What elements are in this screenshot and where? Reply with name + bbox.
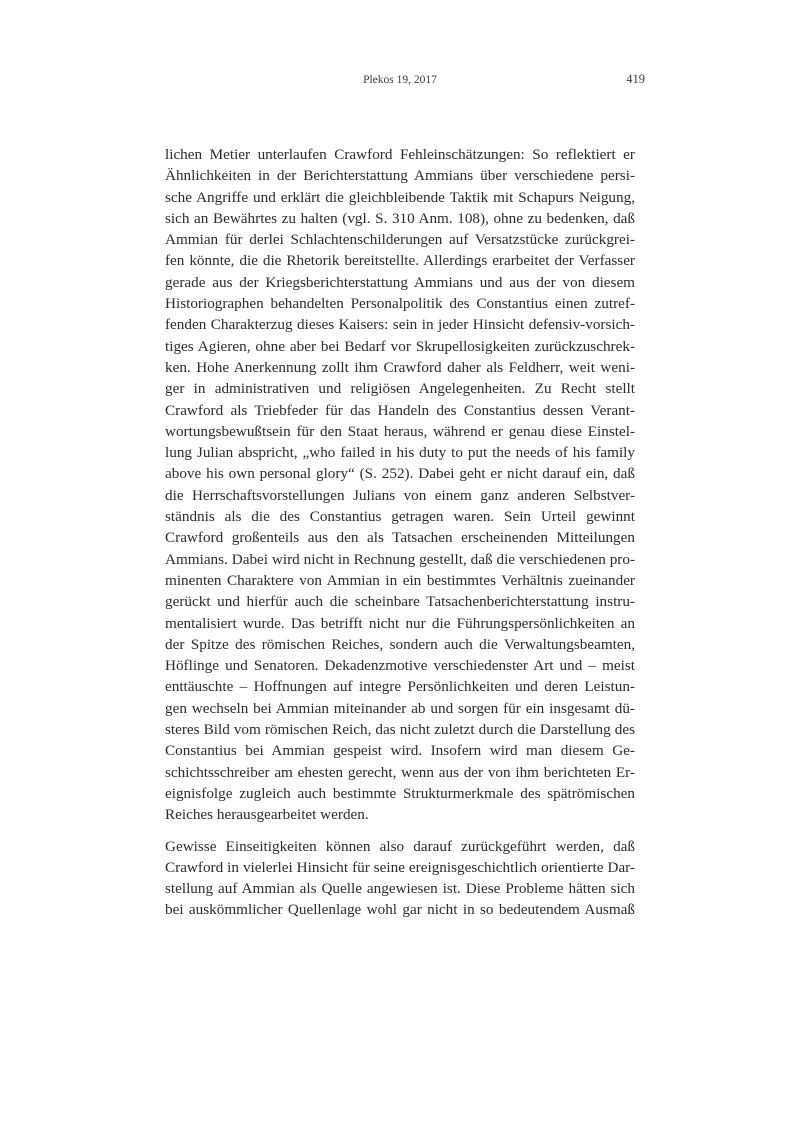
paragraph-1	[165, 144, 635, 826]
text-line: lung Julian abspricht, „who failed in his duty to put the needs of his family	[165, 444, 635, 462]
text-line: enttäuschte – Hoffnungen auf integre Persönlichkeiten und deren Leistun-	[165, 678, 635, 696]
text-line: wortungsbewußtsein für den Staat heraus, während er genau diese Einstel-	[165, 422, 635, 440]
text-line: Höflinge und Senatoren. Dekadenzmotive verschiedenster Art und – meist	[165, 657, 635, 675]
text-line: fenden Charakterzug dieses Kaisers: sein in jeder Hinsicht defensiv-vorsich-	[165, 316, 635, 334]
text-line: minenten Charaktere von Ammian in ein bestimmtes Verhältnis zueinander	[165, 571, 635, 589]
text-line: Reiches herausgearbeitet werden.	[165, 806, 369, 824]
text-line: Crawford großenteils aus den als Tatsachen erscheinenden Mitteilungen	[165, 529, 635, 547]
text-line: Ammians. Dabei wird nicht in Rechnung gestellt, daß die verschiedenen pro-	[165, 550, 635, 568]
text-line: Ammian für derlei Schlachtenschilderungen auf Versatzstücke zurückgrei-	[165, 231, 635, 249]
text-line: stellung auf Ammian als Quelle angewiesen ist. Diese Probleme hätten sich	[165, 880, 635, 898]
text-line: der Spitze des römischen Reiches, sondern auch die Verwaltungsbeamten,	[165, 635, 635, 653]
text-line: Historiographen behandelten Personalpolitik des Constantius einen zutref-	[165, 295, 635, 313]
text-line: gen wechseln bei Ammian miteinander ab und sorgen für ein insgesamt dü-	[165, 699, 635, 717]
text-line: die Herrschaftsvorstellungen Julians von einem ganz anderen Selbstver-	[165, 486, 635, 504]
text-line: ger in administrativen und religiösen Angelegenheiten. Zu Recht stellt	[165, 380, 635, 398]
text-line: fen könnte, die die Rhetorik bereitstellte. Allerdings erarbeitet der Verfasser	[165, 252, 635, 270]
text-line: tiges Agieren, ohne aber bei Bedarf vor Skrupellosigkeiten zurückzuschrek-	[165, 337, 635, 355]
text-line: sich an Bewährtes zu halten (vgl. S. 310 Anm. 108), ohne zu bedenken, daß	[165, 209, 635, 227]
text-line: gerückt und hierfür auch die scheinbare Tatsachenberichterstattung instru-	[165, 593, 635, 611]
journal-title: Plekos 19, 2017	[363, 74, 437, 86]
text-line: Ähnlichkeiten in der Berichterstattung Ammians über verschiedene persi-	[165, 167, 635, 185]
text-line: Constantius bei Ammian gespeist wird. Insofern wird man diesem Ge-	[165, 742, 635, 760]
text-line: bei auskömmlicher Quellenlage wohl gar nicht in so bedeutendem Ausmaß	[165, 901, 635, 919]
text-line: ständnis als die des Constantius getragen waren. Sein Urteil gewinnt	[165, 508, 635, 526]
text-line: Gewisse Einseitigkeiten können also darauf zurückgeführt werden, daß	[165, 837, 635, 855]
text-line: Crawford in vielerlei Hinsicht für seine ereignisgeschichtlich orientierte Dar-	[165, 858, 635, 876]
text-line: ken. Hohe Anerkennung zollt ihm Crawford daher als Feldherr, weit weni-	[165, 358, 635, 376]
paragraph-2	[165, 836, 635, 921]
text-line: lichen Metier unterlaufen Crawford Fehleinschätzungen: So reflektiert er	[165, 146, 635, 163]
text-line: mentalisiert wurde. Das betrifft nicht nur die Führungspersönlichkeiten an	[165, 614, 635, 632]
text-line: above his own personal glory“ (S. 252). Dabei geht er nicht darauf ein, daß	[165, 465, 635, 483]
text-line: steres Bild vom römischen Reich, das nicht zuletzt durch die Darstellung des	[165, 721, 635, 739]
text-line: schichtsschreiber am ehesten gerecht, wenn aus der von ihm berichteten Er-	[165, 763, 635, 781]
text-line: sche Angriffe und erklärt die gleichbleibende Taktik mit Schapurs Neigung,	[165, 188, 635, 206]
text-line: eignisfolge zugleich auch bestimmte Strukturmerkmale des spätrömischen	[165, 784, 635, 802]
text-line: gerade aus der Kriegsberichterstattung Ammians und aus der von diesem	[165, 273, 635, 291]
text-line: Crawford als Triebfeder für das Handeln des Constantius dessen Verant-	[165, 401, 635, 419]
body-text	[165, 144, 635, 921]
page-number: 419	[626, 72, 645, 86]
running-head	[165, 72, 645, 90]
